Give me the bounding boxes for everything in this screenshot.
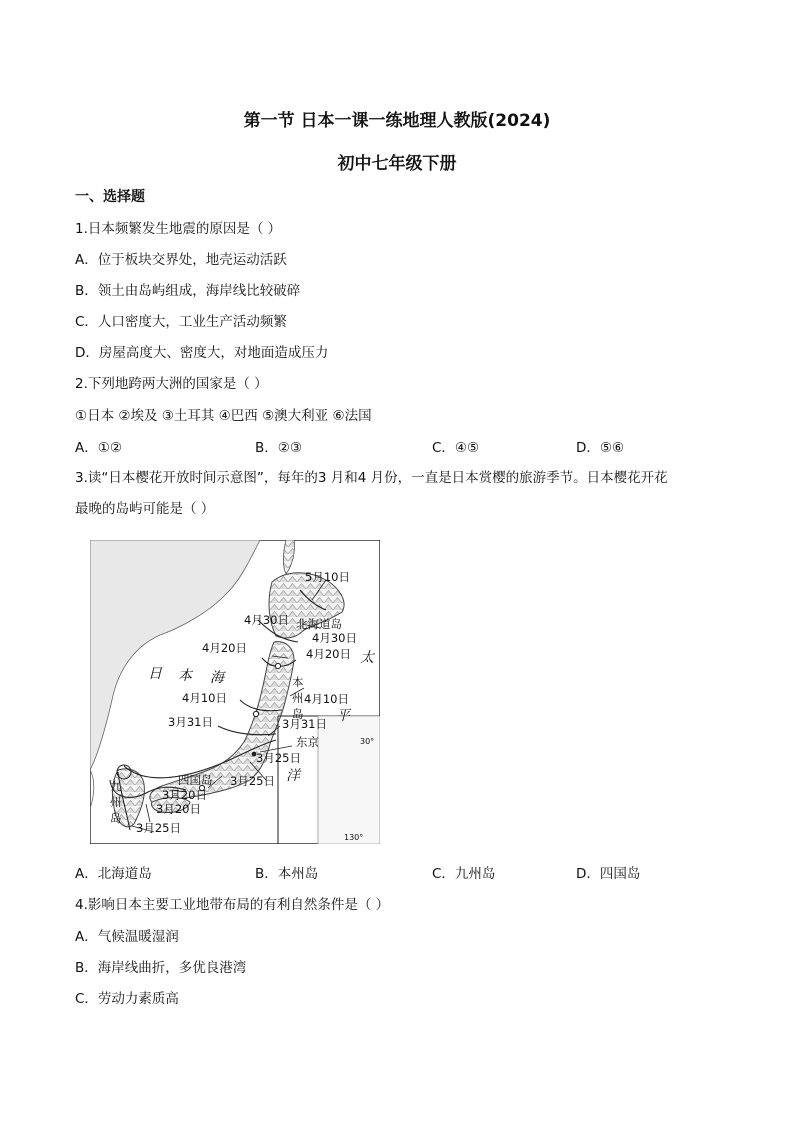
section-heading: 一、选择题 [75,189,145,205]
label-ocean-yang: 洋 [286,768,300,784]
label-honshu-ben: 本 [292,675,304,689]
label-lon-130: 130° [344,833,364,842]
label-mar-20-b: 3月20日 [156,802,201,816]
label-shikoku: 四国岛 [178,773,213,787]
question-2-option-b[interactable]: B．②③ [255,440,302,456]
question-1-stem: 1.日本频繁发生地震的原因是（ ） [75,221,282,237]
question-4-option-c[interactable]: C．劳动力素质高 [75,991,179,1007]
label-mar-25-mid: 3月25日 [230,774,275,788]
question-4-option-a[interactable]: A．气候温暖湿润 [75,929,179,945]
label-lat-30: 30° [360,737,375,746]
question-2-items: ①日本 ②埃及 ③土耳其 ④巴西 ⑤澳大利亚 ⑥法国 [75,408,372,424]
question-2-option-c[interactable]: C．④⑤ [432,440,480,456]
question-4-option-b[interactable]: B．海岸线曲折，多优良港湾 [75,960,247,976]
label-mar-31-right: 3月31日 [282,717,327,731]
question-1-option-c[interactable]: C．人口密度大，工业生产活动频繁 [75,314,287,330]
label-mar-20-a: 3月20日 [162,788,207,802]
label-mar-25-bottom: 3月25日 [136,821,181,835]
question-3-option-d[interactable]: D．四国岛 [576,866,641,882]
label-honshu-zhou: 州 [292,691,304,705]
label-mar-31-left: 3月31日 [168,715,213,729]
label-kyushu-jiu: 九 [110,779,122,793]
label-kyushu-zhou: 州 [110,795,122,809]
label-apr-20-right: 4月20日 [306,647,351,661]
question-3-stem-line-1: 3.读“日本樱花开放时间示意图”，每年的3 月和4 月份，一直是日本赏樱的旅游季节。日本樱花开花 [75,470,668,486]
question-3-option-a[interactable]: A．北海道岛 [75,866,152,882]
question-3-option-b[interactable]: B．本州岛 [255,866,319,882]
question-3-stem-line-2: 最晚的岛屿可能是（ ） [75,501,215,517]
question-2-stem: 2.下列地跨两大洲的国家是（ ） [75,376,268,392]
label-sea-ri: 日 [148,666,162,682]
label-sea-hai: 海 [210,670,224,686]
label-ocean-tai: 太 [360,650,374,666]
label-hokkaido: 北海道岛 [296,617,342,631]
label-apr-20-left: 4月20日 [202,641,247,655]
question-4-stem: 4.影响日本主要工业地带布局的有利自然条件是（ ） [75,897,390,913]
label-honshu-dao: 岛 [292,707,304,721]
question-1-option-d[interactable]: D．房屋高度大、密度大，对地面造成压力 [75,345,329,361]
label-sea-ben: 本 [178,668,192,684]
label-tokyo: 东京 [296,735,319,749]
question-2-option-a[interactable]: A．①② [75,440,122,456]
question-2-option-d[interactable]: D．⑤⑥ [576,440,625,456]
question-3-option-c[interactable]: C．九州岛 [432,866,496,882]
document-subtitle: 初中七年级下册 [337,154,457,174]
label-apr-30-right: 4月30日 [312,631,357,645]
question-1-option-b[interactable]: B．领土由岛屿组成，海岸线比较破碎 [75,283,301,299]
label-mar-25-right: 3月25日 [256,751,301,765]
islands-inset [318,716,380,844]
document-title: 第一节 日本一课一练地理人教版(2024) [243,111,551,131]
label-apr-30-left: 4月30日 [244,613,289,627]
cherry-blossom-map [90,540,380,844]
label-kyushu-dao: 岛 [110,811,122,825]
label-may-10: 5月10日 [305,570,350,584]
label-apr-10-right: 4月10日 [304,692,349,706]
label-ocean-ping: 平 [336,708,350,724]
question-1-option-a[interactable]: A．位于板块交界处，地壳运动活跃 [75,252,287,268]
label-apr-10-left: 4月10日 [182,691,227,705]
